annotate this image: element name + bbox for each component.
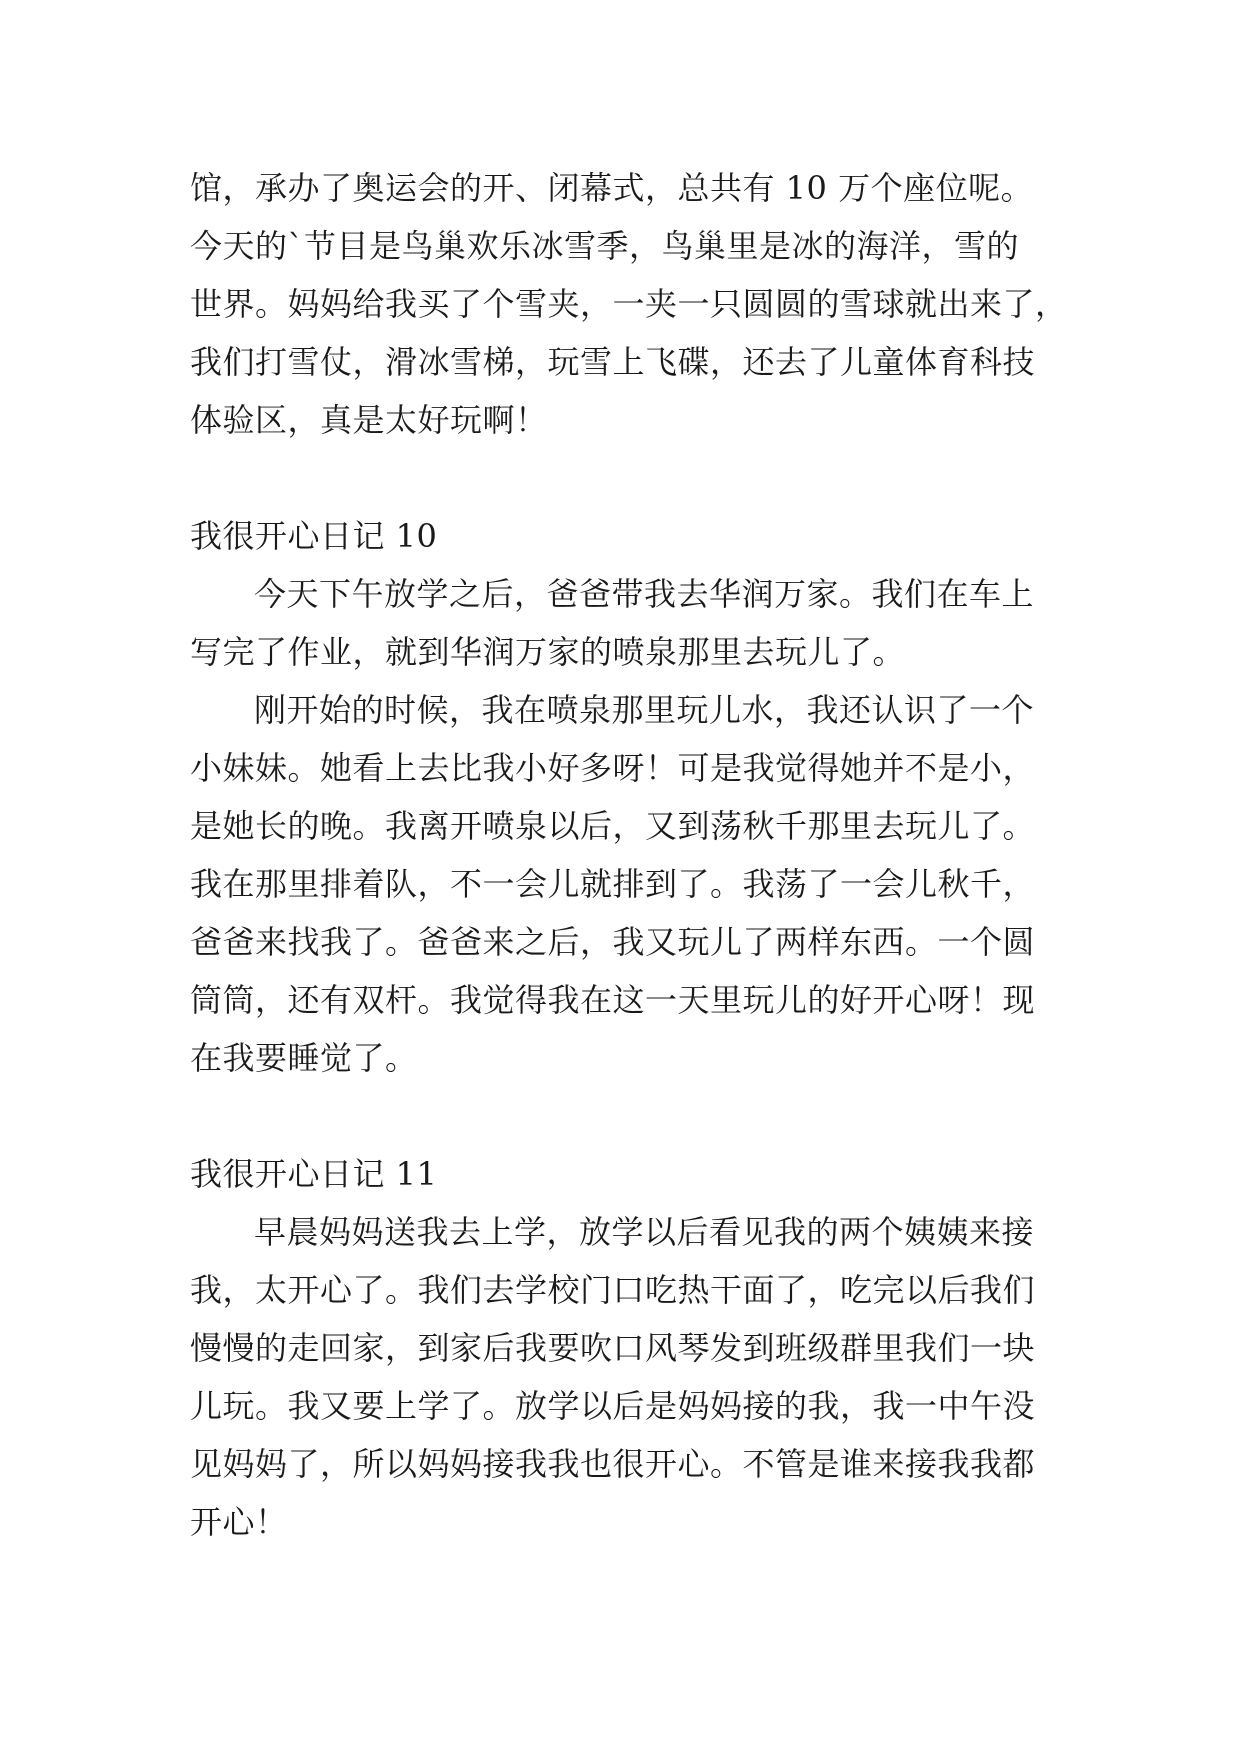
text-line: 小妹妹。她看上去比我小好多呀！可是我觉得她并不是小， [190,749,1036,787]
text-line: 今天的`节目是鸟巢欢乐冰雪季，鸟巢里是冰的海洋，雪的 [190,227,1020,265]
text-line: 儿玩。我又要上学了。放学以后是妈妈接的我，我一中午没 [190,1387,1036,1425]
diary-10-title: 我很开心日记 10 [190,517,438,555]
text-line: 刚开始的时候，我在喷泉那里玩儿水，我还认识了一个 [254,691,1035,729]
text-line: 我们打雪仗，滑冰雪梯，玩雪上飞碟，还去了儿童体育科技 [190,343,1036,381]
text-line: 我在那里排着队，不一会儿就排到了。我荡了一会儿秋千， [190,865,1036,903]
text-line: 体验区，真是太好玩啊！ [190,401,548,439]
text-line: 开心！ [190,1503,288,1541]
text-line: 慢慢的走回家，到家后我要吹口风琴发到班级群里我们一块 [190,1329,1036,1367]
text-line: 筒筒，还有双杆。我觉得我在这一天里玩儿的好开心呀！现 [190,981,1036,1019]
text-line: 世界。妈妈给我买了个雪夹，一夹一只圆圆的雪球就出来了， [190,285,1068,323]
text-line: 是她长的晚。我离开喷泉以后，又到荡秋千那里去玩儿了。 [190,807,1036,845]
text-line: 爸爸来找我了。爸爸来之后，我又玩儿了两样东西。一个圆 [190,923,1036,961]
text-line: 写完了作业，就到华润万家的喷泉那里去玩儿了。 [190,633,906,671]
diary-11-title: 我很开心日记 11 [190,1155,438,1193]
text-line: 见妈妈了，所以妈妈接我我也很开心。不管是谁来接我我都 [190,1445,1036,1483]
text-line: 早晨妈妈送我去上学，放学以后看见我的两个姨姨来接 [254,1213,1035,1251]
text-line: 我，太开心了。我们去学校门口吃热干面了，吃完以后我们 [190,1271,1036,1309]
text-line: 在我要睡觉了。 [190,1039,418,1077]
text-line: 馆，承办了奥运会的开、闭幕式，总共有 10 万个座位呢。 [190,169,1034,207]
text-line: 今天下午放学之后，爸爸带我去华润万家。我们在车上 [254,575,1035,613]
